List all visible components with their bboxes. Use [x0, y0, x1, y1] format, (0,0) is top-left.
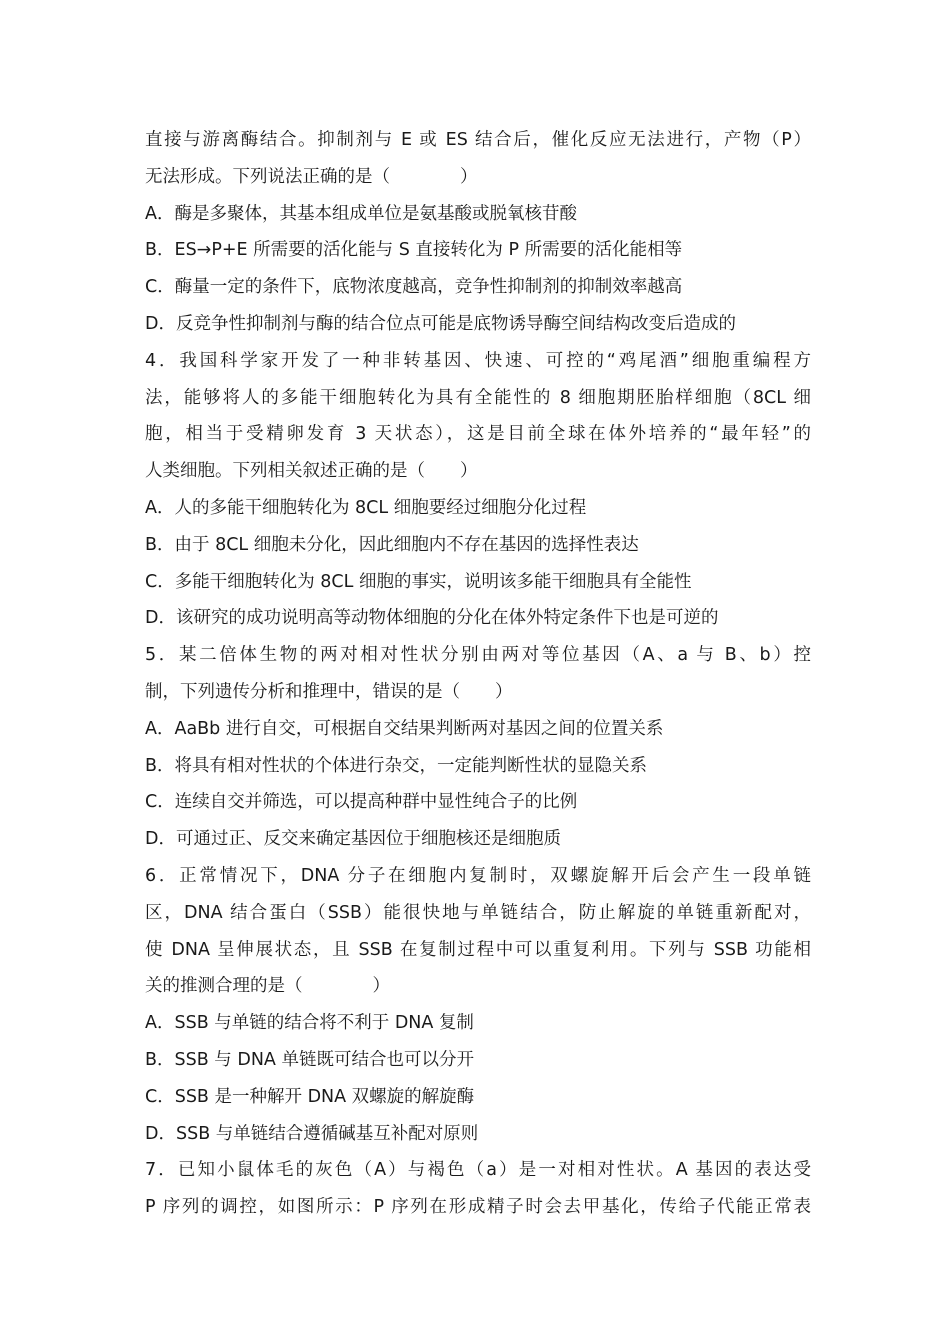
option-a: A．SSB 与单链的结合将不利于 DNA 复制 [145, 1013, 474, 1034]
option-b: B．SSB 与 DNA 单链既可结合也可以分开 [145, 1049, 474, 1070]
option-d: D．SSB 与单链结合遵循碱基互补配对原则 [145, 1123, 479, 1144]
text-line: 无法形成。下列说法正确的是（ ） [145, 166, 478, 187]
option-d: D．反竞争性抑制剂与酶的结合位点可能是底物诱导酶空间结构改变后造成的 [145, 313, 736, 334]
option-a: A．人的多能干细胞转化为 8CL 细胞要经过细胞分化过程 [145, 497, 587, 518]
text-line: 直接与游离酶结合。抑制剂与 E 或 ES 结合后，催化反应无法进行，产物（P） [145, 130, 811, 150]
option-b: B．将具有相对性状的个体进行杂交，一定能判断性状的显隐关系 [145, 755, 648, 776]
question-4-stem: 胞，相当于受精卵发育 3 天状态），这是目前全球在体外培养的“最年轻”的 [145, 424, 811, 445]
question-6-stem: 6．正常情况下，DNA 分子在细胞内复制时，双螺旋解开后会产生一段单链 [145, 865, 811, 886]
question-5-stem: 5．某二倍体生物的两对相对性状分别由两对等位基因（A、a 与 B、b）控 [145, 645, 811, 666]
question-6-stem: 区，DNA 结合蛋白（SSB）能很快地与单链结合，防止解旋的单链重新配对， [145, 902, 811, 923]
question-6-stem: 关的推测合理的是（ ） [145, 976, 390, 997]
question-4-stem: 4．我国科学家开发了一种非转基因、快速、可控的“鸡尾酒”细胞重编程方 [145, 350, 811, 371]
question-7-stem: P 序列的调控，如图所示：P 序列在形成精子时会去甲基化，传给子代能正常表 [145, 1197, 811, 1218]
option-a: A．AaBb 进行自交，可根据自交结果判断两对基因之间的位置关系 [145, 718, 664, 739]
question-4-stem: 法，能够将人的多能干细胞转化为具有全能性的 8 细胞期胚胎样细胞（8CL 细 [145, 387, 811, 408]
question-6-stem: 使 DNA 呈伸展状态，且 SSB 在复制过程中可以重复利用。下列与 SSB 功能相 [145, 939, 811, 960]
option-c: C．多能干细胞转化为 8CL 细胞的事实，说明该多能干细胞具有全能性 [145, 571, 692, 592]
option-b: B．由于 8CL 细胞未分化，因此细胞内不存在基因的选择性表达 [145, 534, 639, 555]
option-d: D．该研究的成功说明高等动物体细胞的分化在体外特定条件下也是可逆的 [145, 608, 719, 629]
option-c: C．连续自交并筛选，可以提高种群中显性纯合子的比例 [145, 792, 578, 813]
question-7-stem: 7．已知小鼠体毛的灰色（A）与褐色（a）是一对相对性状。A 基因的表达受 [145, 1160, 811, 1181]
document-body [145, 122, 811, 1226]
question-4-stem: 人类细胞。下列相关叙述正确的是（ ） [145, 461, 478, 482]
option-c: C．SSB 是一种解开 DNA 双螺旋的解旋酶 [145, 1086, 475, 1107]
option-b: B．ES→P+E 所需要的活化能与 S 直接转化为 P 所需要的活化能相等 [145, 240, 683, 261]
option-c: C．酶量一定的条件下，底物浓度越高，竞争性抑制剂的抑制效率越高 [145, 277, 683, 298]
question-5-stem: 制，下列遗传分析和推理中，错误的是（ ） [145, 681, 513, 702]
option-d: D．可通过正、反交来确定基因位于细胞核还是细胞质 [145, 829, 561, 850]
option-a: A．酶是多聚体，其基本组成单位是氨基酸或脱氧核苷酸 [145, 203, 577, 224]
